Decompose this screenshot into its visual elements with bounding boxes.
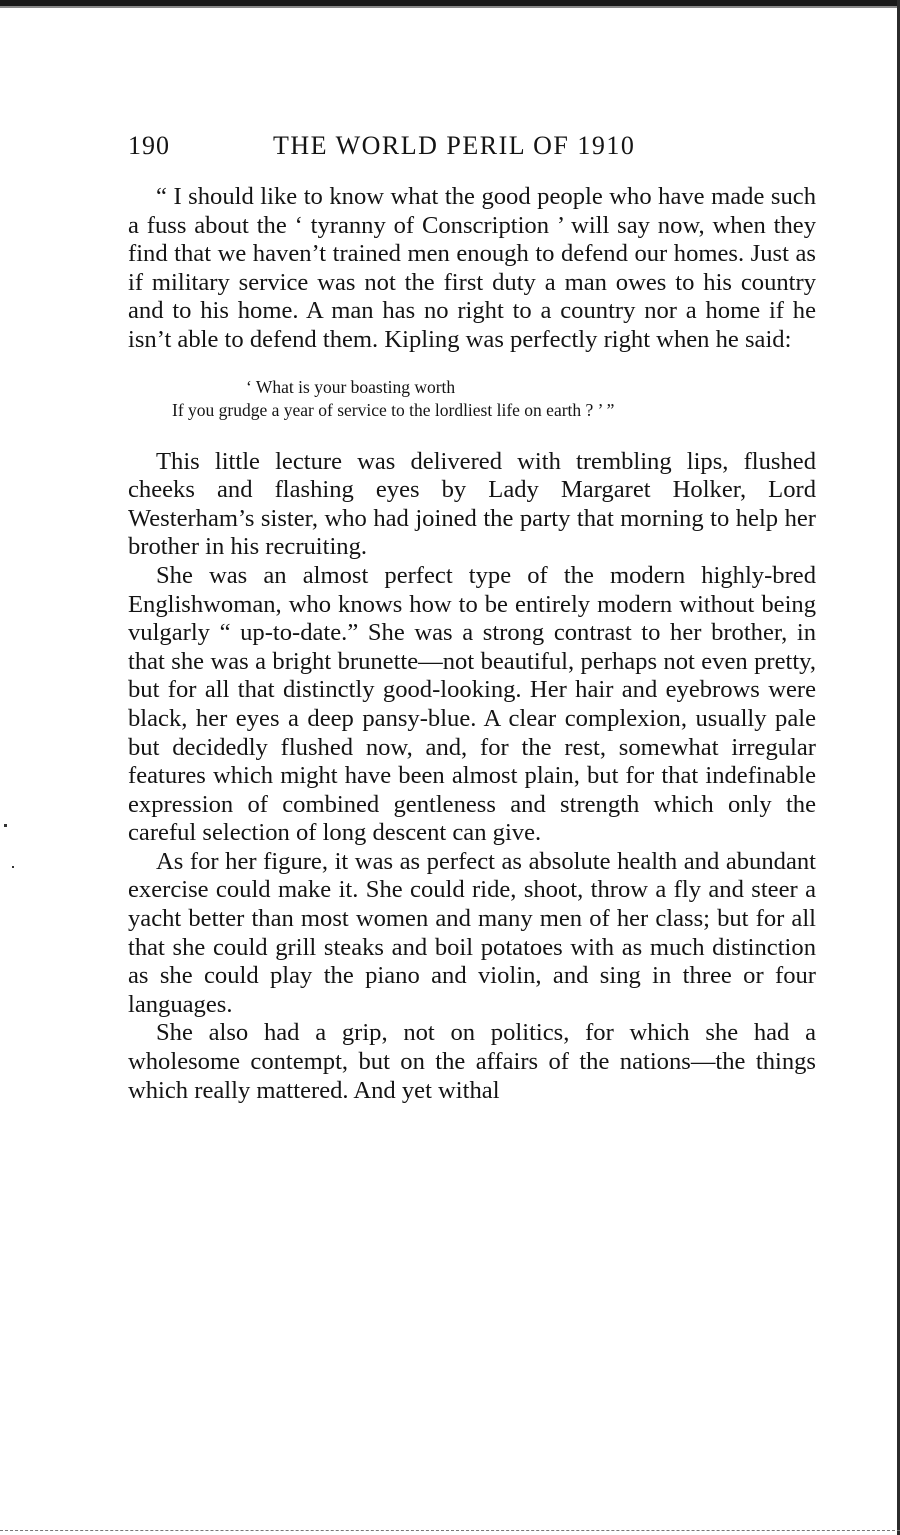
margin-mark	[12, 866, 14, 868]
paragraph: “ I should like to know what the good people who have made such a fuss about the ‘ tyranny of Conscription ’ will say now, when they find that we haven’t trained men enough to defend our homes. Just as if military service was not the first duty a man owes to his country and to his home. A man has no right to a country nor a home if he isn’t able to defend them. Kipling was perfectly right when he said:	[128, 183, 816, 353]
scan-top-edge	[0, 0, 900, 6]
paragraph: As for her figure, it was as perfect as absolute health and abundant exercise could make it. She could ride, shoot, throw a fly and steer a yacht better than most women and many men of her class; but for all that she could grill steaks and boil potatoes with as much distinction as she could play the piano and violin, and sing in three or four languages.	[128, 847, 816, 1018]
verse-line: If you grudge a year of service to the lordliest life on earth ? ’ ”	[172, 399, 615, 420]
verse-quote	[128, 376, 816, 422]
verse-line: ‘ What is your boasting worth	[246, 376, 456, 397]
scan-bottom-edge	[0, 1530, 900, 1533]
paragraph: She also had a grip, not on politics, for which she had a wholesome contempt, but on the affairs of the nations—the things which really mattered. And yet withal	[128, 1019, 816, 1104]
running-head: THE WORLD PERIL OF 1910	[273, 131, 636, 160]
margin-mark	[4, 824, 7, 827]
body-text	[128, 183, 816, 1105]
paragraph: She was an almost perfect type of the modern highly-bred Englishwoman, who knows how to be entirely modern without being vulgarly “ up-to-date.” She was a strong contrast to her brother, in that she was a bright brunette—not beautiful, perhaps not even pretty, but for all that distinctly good-looking. Her hair and eyebrows were black, her eyes a deep pansy-blue. A clear complexion, usually pale but decidedly flushed now, and, for the rest, somewhat irregular features which might have been almost plain, but for that indefinable expression of combined gentleness and strength which only the careful selection of long descent can give.	[128, 561, 816, 847]
paragraph: This little lecture was delivered with trembling lips, flushed cheeks and flashing eyes by Lady Margaret Holker, Lord Westerham’s sister, who had joined the party that morning to help her brother in his recruiting.	[128, 447, 816, 561]
page-header	[128, 131, 818, 165]
page-number: 190	[128, 131, 170, 160]
